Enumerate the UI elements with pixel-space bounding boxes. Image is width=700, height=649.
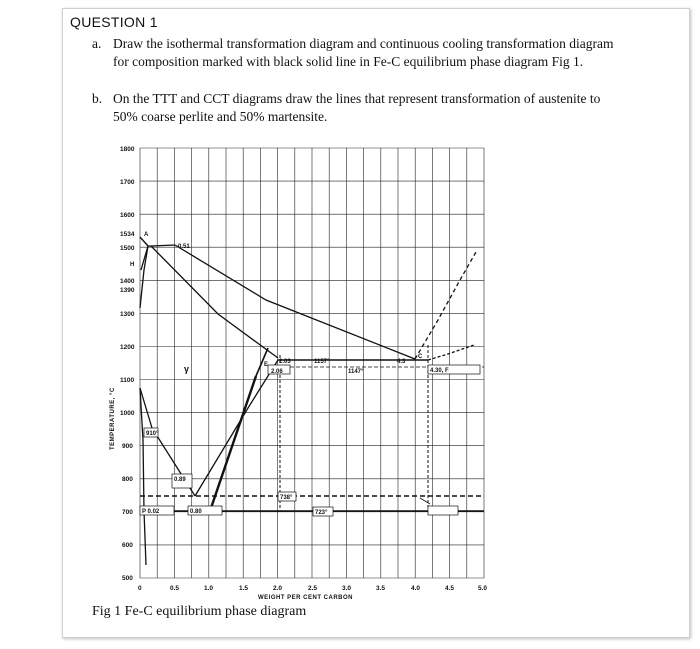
y-tick-1400: 1400 xyxy=(120,278,135,285)
x-tick-1-0: 1.0 xyxy=(204,585,214,592)
y-tick-1534: 1534 xyxy=(120,231,135,238)
x-tick-3-5: 3.5 xyxy=(376,585,386,592)
annotation-4-3: 4.3 xyxy=(397,359,406,365)
annotation-4-30-f: 4.30, F xyxy=(430,368,449,374)
part-a-line-2: for composition marked with black solid line in Fe-C equilibrium phase diagram Fig 1. xyxy=(113,54,584,69)
x-tick-2-0: 2.0 xyxy=(273,585,283,592)
x-tick-0: 0 xyxy=(138,585,142,592)
annotation-1157: 1157° xyxy=(314,359,330,365)
y-tick-1600: 1600 xyxy=(120,212,135,219)
annotation-910: 910° xyxy=(146,431,159,437)
annotation-gamma: γ xyxy=(184,364,190,374)
part-b-line-1: On the TTT and CCT diagrams draw the lines that represent transformation of austenite to xyxy=(113,91,601,106)
fe-c-phase-diagram xyxy=(108,140,498,600)
y-tick-1390: 1390 xyxy=(120,287,135,294)
x-axis-label: WEIGHT PER CENT CARBON xyxy=(258,595,353,600)
y-tick-1200: 1200 xyxy=(120,344,135,351)
annotation-h: H xyxy=(130,262,135,268)
annotation-2-03: 2.03 xyxy=(279,359,291,365)
y-tick-700: 700 xyxy=(122,509,133,516)
annotation-0-89: 0.89 xyxy=(174,477,186,483)
y-tick-1500: 1500 xyxy=(120,245,135,252)
y-axis-label: TEMPERATURE, °C xyxy=(110,387,116,450)
x-tick-4-0: 4.0 xyxy=(411,585,421,592)
annotation-e: E xyxy=(264,362,269,368)
x-axis-ticks xyxy=(138,585,487,592)
annotation-c: C xyxy=(418,354,423,360)
x-tick-4-5: 4.5 xyxy=(445,585,455,592)
annotation-2-06: 2.06 xyxy=(271,369,283,375)
part-b-line-2: 50% coarse perlite and 50% martensite. xyxy=(113,109,328,124)
annotation-723: 723° xyxy=(315,510,328,516)
y-tick-600: 600 xyxy=(122,542,133,549)
x-tick-5-0: 5.0 xyxy=(478,585,488,592)
y-tick-900: 900 xyxy=(122,443,133,450)
y-tick-1700: 1700 xyxy=(120,179,135,186)
annotation-738: 738° xyxy=(280,495,293,501)
y-tick-1800: 1800 xyxy=(120,146,135,153)
label-boxes xyxy=(140,365,480,516)
annotation-a: A xyxy=(144,232,149,238)
x-tick-1-5: 1.5 xyxy=(239,585,249,592)
y-tick-800: 800 xyxy=(122,476,133,483)
figure-caption: Fig 1 Fe-C equilibrium phase diagram xyxy=(92,604,307,619)
y-tick-1000: 1000 xyxy=(120,410,135,417)
x-tick-2-5: 2.5 xyxy=(308,585,318,592)
part-a-label: a. xyxy=(92,36,102,51)
y-axis-ticks xyxy=(120,146,135,582)
annotation-0-80: 0.80 xyxy=(190,509,202,515)
y-tick-1300: 1300 xyxy=(120,311,135,318)
question-title: QUESTION 1 xyxy=(70,14,158,30)
part-a-line-1: Draw the isothermal transformation diagram and continuous cooling transformation diagram xyxy=(113,36,614,51)
annotation-p-0-02: P 0.02 xyxy=(142,509,160,515)
part-b-label: b. xyxy=(92,91,103,106)
y-tick-1100: 1100 xyxy=(120,377,135,384)
annotation-1147: 1147° xyxy=(348,369,364,375)
annotation-0-51: 0.51 xyxy=(178,244,190,250)
y-tick-500: 500 xyxy=(122,575,133,582)
x-tick-0-5: 0.5 xyxy=(170,585,180,592)
x-tick-3-0: 3.0 xyxy=(342,585,352,592)
